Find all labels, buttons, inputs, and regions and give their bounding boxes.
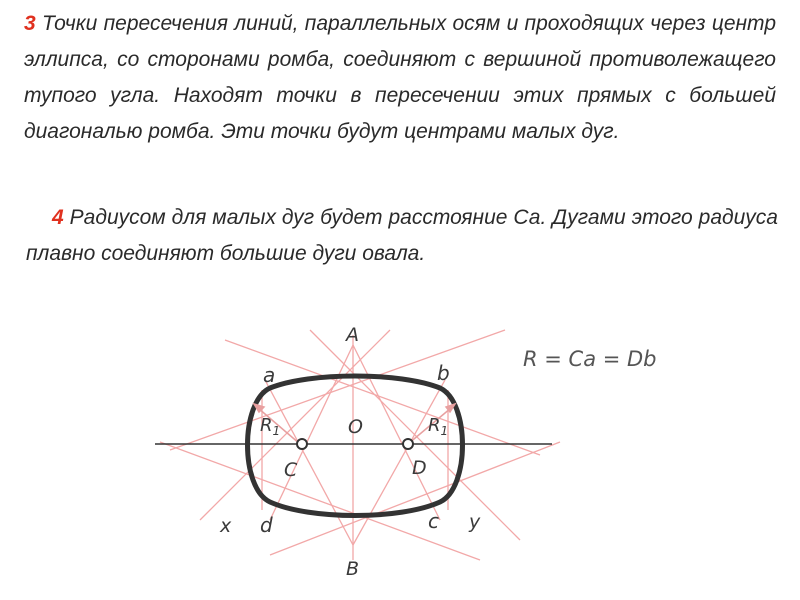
label-D: D: [412, 457, 427, 479]
label-R1-right-letter: R: [428, 415, 441, 436]
label-R1-right-sub: 1: [440, 424, 449, 438]
oval-construction-diagram: [0, 300, 800, 600]
label-a: a: [263, 363, 276, 387]
step-4-paragraph: [26, 200, 778, 272]
label-c: c: [428, 509, 439, 533]
label-d: d: [260, 513, 273, 537]
label-y: y: [469, 511, 481, 533]
label-O: O: [348, 416, 363, 438]
label-A: A: [346, 324, 359, 346]
label-B: B: [346, 558, 360, 580]
label-C: C: [284, 459, 298, 481]
label-b: b: [437, 361, 450, 385]
line-lower-left-long: [160, 442, 480, 560]
label-x: x: [220, 515, 232, 537]
center-point-D: [403, 439, 413, 449]
line-upper-left-long: [170, 330, 505, 450]
label-R1-left: [260, 415, 280, 438]
step-3-number: 3: [24, 12, 36, 35]
line-B-to-a: [265, 380, 353, 545]
label-R1-left-letter: R: [260, 415, 273, 436]
step-4-number: 4: [52, 206, 64, 229]
step-4-text: Радиусом для малых дуг будет расстояние Са. Дугами этого радиуса плавно соединяют большие дуги овала.: [26, 206, 778, 265]
oval-outline: [248, 376, 463, 516]
center-point-C: [297, 439, 307, 449]
label-R1-right: [428, 415, 448, 438]
line-A-to-c: [353, 345, 440, 520]
label-R1-left-sub: 1: [272, 424, 281, 438]
radius-formula: R = Ca = Db: [523, 347, 657, 371]
step-3-text: Точки пересечения линий, параллельных осям и проходящих через центр эллипса, со сторонами ромба, соединяют с вершиной противолежащего тупого угла. Находят точки в пересечении этих прямых с большей диагональю ромба. Эти точки будут центрами малых дуг.: [24, 12, 776, 143]
step-3-paragraph: [24, 6, 776, 150]
